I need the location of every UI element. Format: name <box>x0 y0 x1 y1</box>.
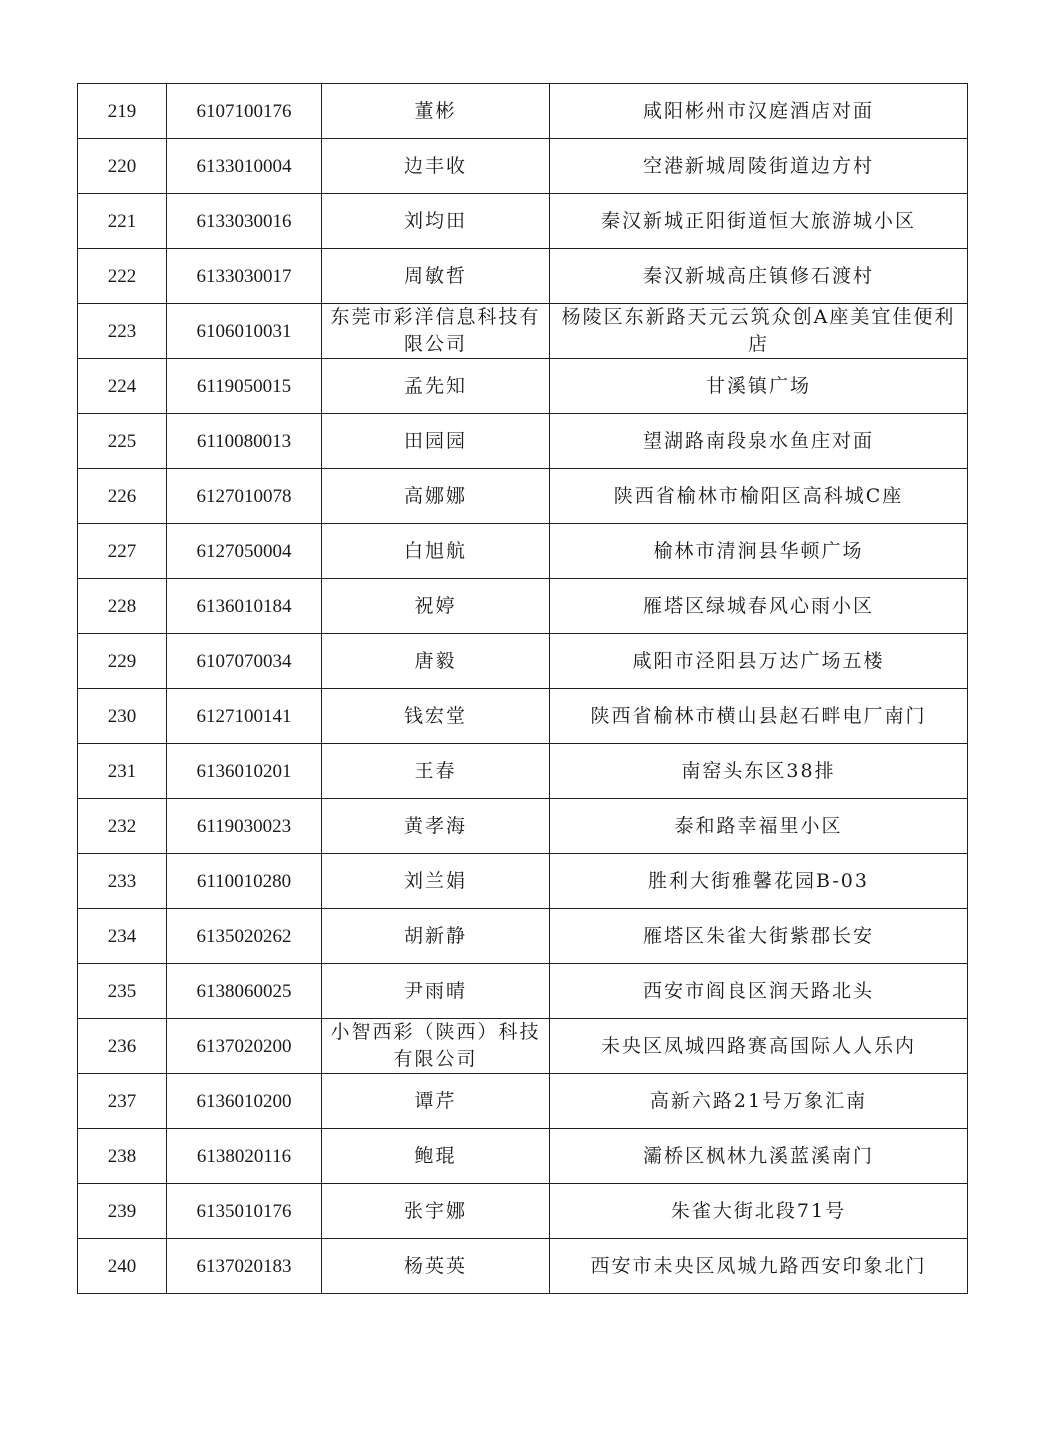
station-code-cell: 6138060025 <box>167 964 322 1019</box>
table-row <box>78 744 968 799</box>
row-number-cell: 231 <box>78 744 167 799</box>
owner-name-cell: 鲍琨 <box>322 1129 550 1184</box>
table-row <box>78 359 968 414</box>
owner-name-cell: 高娜娜 <box>322 469 550 524</box>
table-row <box>78 579 968 634</box>
station-code-cell: 6119030023 <box>167 799 322 854</box>
owner-name-cell: 东莞市彩洋信息科技有限公司 <box>322 304 550 359</box>
row-number-cell: 228 <box>78 579 167 634</box>
row-number-cell: 229 <box>78 634 167 689</box>
address-cell: 秦汉新城高庄镇修石渡村 <box>550 249 968 304</box>
address-cell: 杨陵区东新路天元云筑众创A座美宜佳便利店 <box>550 304 968 359</box>
address-cell: 望湖路南段泉水鱼庄对面 <box>550 414 968 469</box>
address-cell: 朱雀大街北段71号 <box>550 1184 968 1239</box>
address-cell: 陕西省榆林市榆阳区高科城C座 <box>550 469 968 524</box>
row-number-cell: 238 <box>78 1129 167 1184</box>
table-row <box>78 469 968 524</box>
address-cell: 高新六路21号万象汇南 <box>550 1074 968 1129</box>
table-row <box>78 799 968 854</box>
owner-name-cell: 谭芹 <box>322 1074 550 1129</box>
address-cell: 未央区凤城四路赛高国际人人乐内 <box>550 1019 968 1074</box>
address-cell: 咸阳彬州市汉庭酒店对面 <box>550 84 968 139</box>
owner-name-cell: 钱宏堂 <box>322 689 550 744</box>
station-code-cell: 6136010200 <box>167 1074 322 1129</box>
station-code-cell: 6127100141 <box>167 689 322 744</box>
table-row <box>78 139 968 194</box>
address-cell: 西安市未央区凤城九路西安印象北门 <box>550 1239 968 1294</box>
station-code-cell: 6107070034 <box>167 634 322 689</box>
table-row <box>78 1074 968 1129</box>
station-code-cell: 6135020262 <box>167 909 322 964</box>
station-code-cell: 6107100176 <box>167 84 322 139</box>
table-row <box>78 909 968 964</box>
station-code-cell: 6135010176 <box>167 1184 322 1239</box>
address-cell: 雁塔区绿城春风心雨小区 <box>550 579 968 634</box>
address-cell: 榆林市清涧县华顿广场 <box>550 524 968 579</box>
row-number-cell: 237 <box>78 1074 167 1129</box>
table-row <box>78 1129 968 1184</box>
owner-name-cell: 唐毅 <box>322 634 550 689</box>
row-number-cell: 220 <box>78 139 167 194</box>
station-code-cell: 6110080013 <box>167 414 322 469</box>
owner-name-cell: 周敏哲 <box>322 249 550 304</box>
station-code-cell: 6119050015 <box>167 359 322 414</box>
station-code-cell: 6137020183 <box>167 1239 322 1294</box>
station-code-cell: 6133010004 <box>167 139 322 194</box>
table-row <box>78 634 968 689</box>
owner-name-cell: 尹雨晴 <box>322 964 550 1019</box>
row-number-cell: 227 <box>78 524 167 579</box>
row-number-cell: 223 <box>78 304 167 359</box>
row-number-cell: 219 <box>78 84 167 139</box>
owner-name-cell: 刘兰娟 <box>322 854 550 909</box>
row-number-cell: 236 <box>78 1019 167 1074</box>
station-code-cell: 6138020116 <box>167 1129 322 1184</box>
row-number-cell: 230 <box>78 689 167 744</box>
owner-name-cell: 小智西彩（陕西）科技有限公司 <box>322 1019 550 1074</box>
address-cell: 南窑头东区38排 <box>550 744 968 799</box>
table-row <box>78 194 968 249</box>
address-cell: 西安市阎良区润天路北头 <box>550 964 968 1019</box>
row-number-cell: 235 <box>78 964 167 1019</box>
table-row <box>78 304 968 359</box>
owner-name-cell: 白旭航 <box>322 524 550 579</box>
row-number-cell: 224 <box>78 359 167 414</box>
table-row <box>78 854 968 909</box>
table-row <box>78 964 968 1019</box>
owner-name-cell: 田园园 <box>322 414 550 469</box>
table-row <box>78 1239 968 1294</box>
row-number-cell: 240 <box>78 1239 167 1294</box>
address-cell: 泰和路幸福里小区 <box>550 799 968 854</box>
table-row <box>78 524 968 579</box>
owner-name-cell: 黄孝海 <box>322 799 550 854</box>
owner-name-cell: 张宇娜 <box>322 1184 550 1239</box>
station-code-cell: 6137020200 <box>167 1019 322 1074</box>
row-number-cell: 239 <box>78 1184 167 1239</box>
table-row <box>78 1184 968 1239</box>
table-row <box>78 689 968 744</box>
owner-name-cell: 王春 <box>322 744 550 799</box>
address-cell: 雁塔区朱雀大街紫郡长安 <box>550 909 968 964</box>
station-code-cell: 6110010280 <box>167 854 322 909</box>
owner-name-cell: 刘均田 <box>322 194 550 249</box>
address-cell: 咸阳市泾阳县万达广场五楼 <box>550 634 968 689</box>
owner-name-cell: 胡新静 <box>322 909 550 964</box>
owner-name-cell: 孟先知 <box>322 359 550 414</box>
address-cell: 秦汉新城正阳街道恒大旅游城小区 <box>550 194 968 249</box>
address-cell: 胜利大街雅馨花园B-03 <box>550 854 968 909</box>
row-number-cell: 221 <box>78 194 167 249</box>
station-code-cell: 6127010078 <box>167 469 322 524</box>
station-code-cell: 6106010031 <box>167 304 322 359</box>
roster-table <box>77 83 968 1294</box>
row-number-cell: 222 <box>78 249 167 304</box>
owner-name-cell: 边丰收 <box>322 139 550 194</box>
owner-name-cell: 董彬 <box>322 84 550 139</box>
station-code-cell: 6133030016 <box>167 194 322 249</box>
owner-name-cell: 杨英英 <box>322 1239 550 1294</box>
address-cell: 灞桥区枫林九溪蓝溪南门 <box>550 1129 968 1184</box>
row-number-cell: 233 <box>78 854 167 909</box>
roster-table-body <box>78 84 968 1294</box>
row-number-cell: 226 <box>78 469 167 524</box>
station-code-cell: 6136010184 <box>167 579 322 634</box>
row-number-cell: 234 <box>78 909 167 964</box>
address-cell: 甘溪镇广场 <box>550 359 968 414</box>
station-code-cell: 6127050004 <box>167 524 322 579</box>
station-code-cell: 6133030017 <box>167 249 322 304</box>
owner-name-cell: 祝婷 <box>322 579 550 634</box>
table-row <box>78 249 968 304</box>
table-row <box>78 84 968 139</box>
address-cell: 陕西省榆林市横山县赵石畔电厂南门 <box>550 689 968 744</box>
row-number-cell: 225 <box>78 414 167 469</box>
row-number-cell: 232 <box>78 799 167 854</box>
address-cell: 空港新城周陵街道边方村 <box>550 139 968 194</box>
table-row <box>78 414 968 469</box>
table-row <box>78 1019 968 1074</box>
station-code-cell: 6136010201 <box>167 744 322 799</box>
